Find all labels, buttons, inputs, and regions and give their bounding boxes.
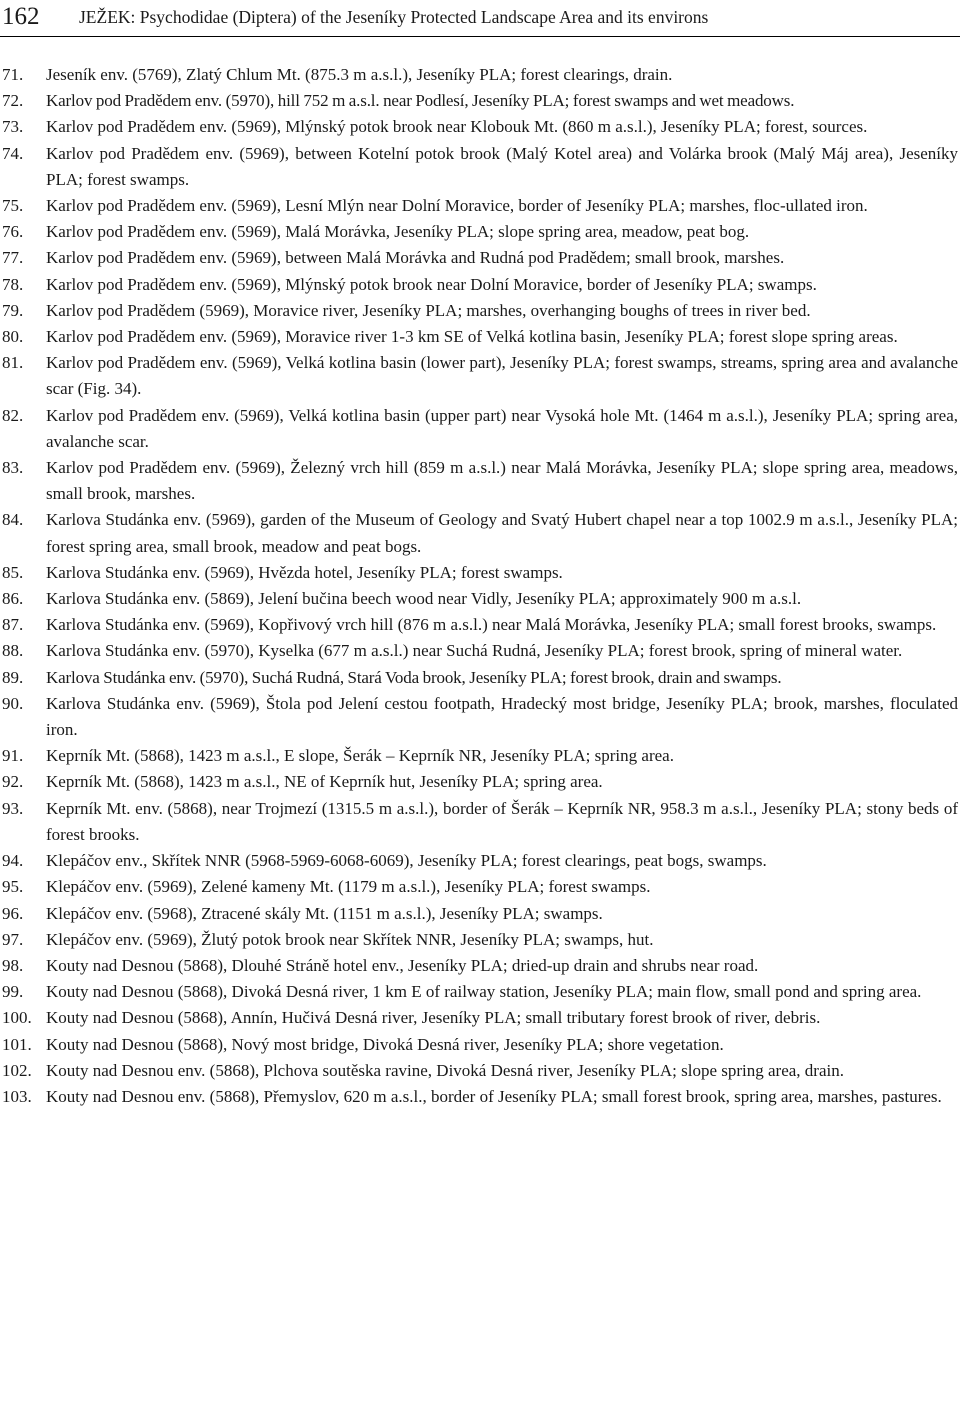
list-item <box>0 769 960 795</box>
list-item <box>0 979 960 1005</box>
list-item <box>0 507 960 559</box>
entry-text: Karlov pod Pradědem env. (5969), Železný vrch hill (859 m a.s.l.) near Malá Morávka, Jeseníky PLA; slope spring area, meadows, small brook, marshes. <box>46 458 958 504</box>
entry-number: 79. <box>2 300 24 320</box>
list-item <box>0 848 960 874</box>
list-item <box>0 403 960 455</box>
entry-text: Klepáčov env., Skřítek NNR (5968-5969-6068-6069), Jeseníky PLA; forest clearings, peat bogs, swamps. <box>46 851 767 871</box>
entry-text: Karlova Studánka env. (5969), Kopřivový vrch hill (876 m a.s.l.) near Malá Morávka, Jeseníky PLA; small forest brooks, swamps. <box>46 615 937 635</box>
entry-number: 76. <box>2 222 24 242</box>
list-item <box>0 272 960 298</box>
entry-number: 92. <box>2 772 24 792</box>
list-item <box>0 638 960 664</box>
entry-text: Karlov pod Pradědem env. (5969), Malá Morávka, Jeseníky PLA; slope spring area, meadow, peat bog. <box>46 222 750 242</box>
entry-text: Kouty nad Desnou (5868), Nový most bridge, Divoká Desná river, Jeseníky PLA; shore vegetation. <box>46 1034 724 1054</box>
list-item <box>0 245 960 271</box>
list-item <box>0 350 960 402</box>
entry-number: 81. <box>2 353 24 373</box>
entry-number: 97. <box>2 929 24 949</box>
entry-text: Karlova Studánka env. (5969), Štola pod Jelení cestou footpath, Hradecký most bridge, Jeseníky PLA; brook, marshes, floculated iron. <box>46 693 958 740</box>
entry-number: 77. <box>2 248 24 268</box>
list-item <box>0 298 960 324</box>
entry-text: Karlov pod Pradědem env. (5969), Velká kotlina basin (upper part) near Vysoká hole Mt. (1464 m a.s.l.), Jeseníky PLA; spring area, avalanche scar. <box>46 405 958 451</box>
running-header <box>0 0 960 37</box>
entry-text: Karlov pod Pradědem env. (5969), Velká kotlina basin (lower part), Jeseníky PLA; forest swamps, streams, spring area and avalanche scar (Fig. 34). <box>46 353 958 399</box>
list-item <box>0 1032 960 1058</box>
entry-number: 87. <box>2 615 24 635</box>
list-item <box>0 1058 960 1084</box>
list-item <box>0 193 960 219</box>
entry-text: Kouty nad Desnou (5868), Divoká Desná river, 1 km E of railway station, Jeseníky PLA; main flow, small pond and spring area. <box>46 982 922 1002</box>
list-item <box>0 927 960 953</box>
entry-text: Karlov pod Pradědem env. (5969), Mlýnský potok brook near Klobouk Mt. (860 m a.s.l.), Jeseníky PLA; forest, sources. <box>46 117 868 137</box>
entry-text: Karlova Studánka env. (5869), Jelení bučina beech wood near Vidly, Jeseníky PLA; approximately 900 m a.s.l. <box>46 589 802 609</box>
list-item <box>0 586 960 612</box>
entry-text: Klepáčov env. (5969), Žlutý potok brook near Skřítek NNR, Jeseníky PLA; swamps, hut. <box>46 929 654 949</box>
list-item <box>0 901 960 927</box>
running-title: JEŽEK: Psychodidae (Diptera) of the Jeseníky Protected Landscape Area and its environs <box>79 7 709 27</box>
entry-number: 99. <box>2 982 24 1002</box>
entry-number: 95. <box>2 877 24 897</box>
entry-text: Karlova Studánka env. (5970), Suchá Rudná, Stará Voda brook, Jeseníky PLA; forest brook, drain and swamps. <box>46 667 782 687</box>
entry-text: Kouty nad Desnou (5868), Dlouhé Stráně hotel env., Jeseníky PLA; dried-up drain and shrubs near road. <box>46 955 759 975</box>
list-item <box>0 324 960 350</box>
entry-number: 82. <box>2 405 24 425</box>
entry-number: 75. <box>2 196 24 216</box>
entry-number: 98. <box>2 955 24 975</box>
entry-text: Kouty nad Desnou env. (5868), Přemyslov, 620 m a.s.l., border of Jeseníky PLA; small forest brook, spring area, marshes, pastures. <box>46 1086 942 1106</box>
list-item <box>0 796 960 848</box>
entry-number: 103. <box>2 1086 32 1106</box>
entry-number: 84. <box>2 510 24 530</box>
list-item <box>0 219 960 245</box>
entry-text: Keprník Mt. env. (5868), near Trojmezí (1315.5 m a.s.l.), border of Šerák – Keprník NR, 958.3 m a.s.l., Jeseníky PLA; stony beds of forest brooks. <box>46 798 958 844</box>
list-item <box>0 612 960 638</box>
entry-text: Jeseník env. (5769), Zlatý Chlum Mt. (875.3 m a.s.l.), Jeseníky PLA; forest clearings, drain. <box>46 65 673 84</box>
entry-number: 72. <box>2 91 24 111</box>
entry-text: Karlov pod Pradědem (5969), Moravice river, Jeseníky PLA; marshes, overhanging boughs of trees in river bed. <box>46 300 811 320</box>
entry-number: 89. <box>2 667 24 687</box>
entry-text: Karlova Studánka env. (5969), Hvězda hotel, Jeseníky PLA; forest swamps. <box>46 562 563 582</box>
entry-number: 80. <box>2 327 24 347</box>
entry-text: Klepáčov env. (5968), Ztracené skály Mt. (1151 m a.s.l.), Jeseníky PLA; swamps. <box>46 903 603 923</box>
entry-text: Karlov pod Pradědem env. (5970), hill 752 m a.s.l. near Podlesí, Jeseníky PLA; forest swamps and wet meadows. <box>46 91 795 111</box>
list-item <box>0 114 960 140</box>
entry-number: 85. <box>2 562 24 582</box>
list-item <box>0 560 960 586</box>
list-item <box>0 455 960 507</box>
list-item <box>0 88 960 114</box>
locality-list <box>0 62 960 1110</box>
entry-text: Karlov pod Pradědem env. (5969), Moravice river 1-3 km SE of Velká kotlina basin, Jeseníky PLA; forest slope spring areas. <box>46 327 898 347</box>
entry-number: 90. <box>2 693 24 713</box>
list-item <box>0 953 960 979</box>
entry-text: Keprník Mt. (5868), 1423 m a.s.l., E slope, Šerák – Keprník NR, Jeseníky PLA; spring area. <box>46 746 674 766</box>
list-item <box>0 141 960 193</box>
entry-number: 91. <box>2 746 24 766</box>
entry-text: Kouty nad Desnou (5868), Annín, Hučivá Desná river, Jeseníky PLA; small tributary forest brook of river, debris. <box>46 1008 821 1028</box>
entry-number: 83. <box>2 458 24 478</box>
entry-text: Klepáčov env. (5969), Zelené kameny Mt. (1179 m a.s.l.), Jeseníky PLA; forest swamps. <box>46 877 651 897</box>
list-item <box>0 874 960 900</box>
entry-number: 94. <box>2 851 24 871</box>
entry-number: 88. <box>2 641 24 661</box>
entry-number: 74. <box>2 143 24 163</box>
entry-text: Karlov pod Pradědem env. (5969), between Kotelní potok brook (Malý Kotel area) and Volárka brook (Malý Máj area), Jeseníky PLA; forest swamps. <box>46 143 958 189</box>
entry-number: 93. <box>2 798 24 818</box>
list-item <box>0 62 960 88</box>
list-item <box>0 691 960 743</box>
entry-text: Karlova Studánka env. (5970), Kyselka (677 m a.s.l.) near Suchá Rudná, Jeseníky PLA; forest brook, spring of mineral water. <box>46 641 903 661</box>
entry-number: 86. <box>2 589 24 609</box>
entry-text: Keprník Mt. (5868), 1423 m a.s.l., NE of Keprník hut, Jeseníky PLA; spring area. <box>46 772 603 792</box>
entry-text: Karlov pod Pradědem env. (5969), Mlýnský potok brook near Dolní Moravice, border of Jeseníky PLA; swamps. <box>46 274 817 294</box>
list-item <box>0 1005 960 1031</box>
entry-number: 100. <box>2 1008 32 1028</box>
entry-number: 101. <box>2 1034 32 1054</box>
list-item <box>0 1084 960 1110</box>
list-item <box>0 743 960 769</box>
entry-text: Kouty nad Desnou env. (5868), Plchova soutěska ravine, Divoká Desná river, Jeseníky PLA; slope spring area, drain. <box>46 1060 844 1080</box>
list-item <box>0 665 960 691</box>
entry-number: 71. <box>2 65 24 84</box>
entry-text: Karlova Studánka env. (5969), garden of the Museum of Geology and Svatý Hubert chapel near a top 1002.9 m a.s.l., Jeseníky PLA; forest spring area, small brook, meadow and peat bogs. <box>46 510 958 556</box>
entry-text: Karlov pod Pradědem env. (5969), between Malá Morávka and Rudná pod Pradědem; small brook, marshes. <box>46 248 785 268</box>
entry-number: 78. <box>2 274 24 294</box>
page-number: 162 <box>2 3 40 30</box>
entry-number: 73. <box>2 117 24 137</box>
entry-text: Karlov pod Pradědem env. (5969), Lesní Mlýn near Dolní Moravice, border of Jeseníky PLA; marshes, floc-ullated iron. <box>46 196 868 216</box>
entry-number: 96. <box>2 903 24 923</box>
entry-number: 102. <box>2 1060 32 1080</box>
